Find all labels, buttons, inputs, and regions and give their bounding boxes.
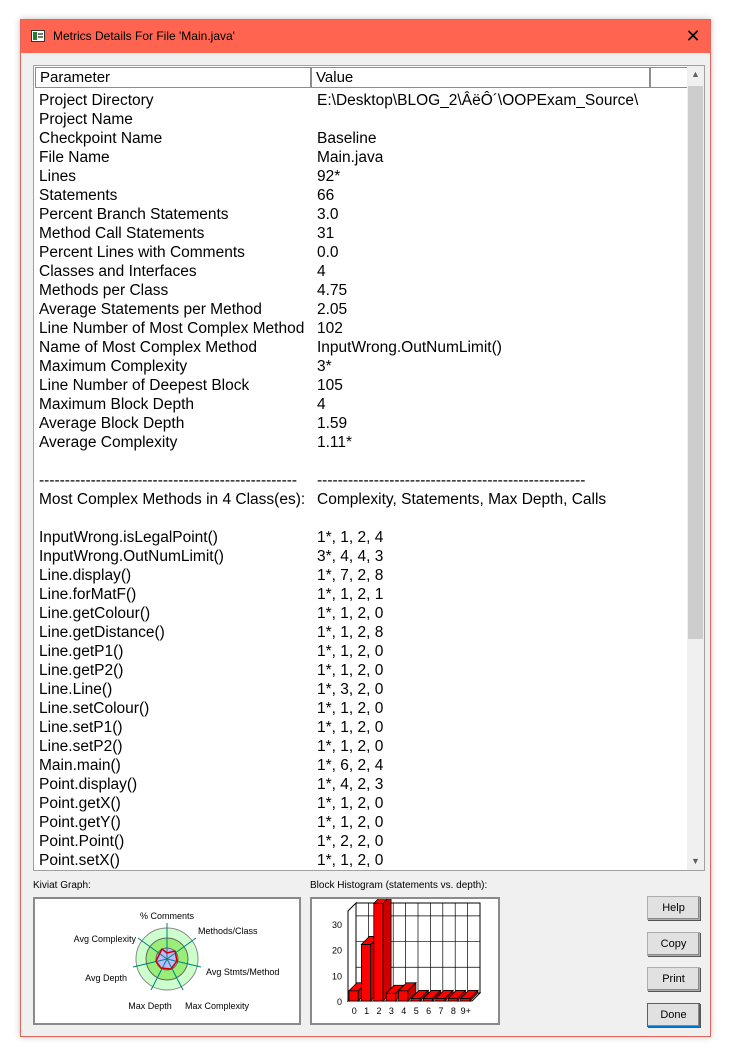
parameter-cell: Point.display() <box>39 776 138 793</box>
value-cell: 1*, 4, 2, 3 <box>317 776 384 793</box>
value-cell: 66 <box>317 187 335 204</box>
value-cell: 3*, 4, 4, 3 <box>317 548 384 565</box>
histogram-y-tick-label: 10 <box>331 971 342 982</box>
parameter-cell: Classes and Interfaces <box>39 263 197 280</box>
table-row[interactable] <box>38 738 684 757</box>
table-row[interactable] <box>38 586 684 605</box>
value-cell: 1*, 6, 2, 4 <box>317 757 384 774</box>
parameter-cell: Line.getColour() <box>39 605 151 622</box>
parameter-cell: Line.forMatF() <box>39 586 137 603</box>
histogram-y-tick-label: 0 <box>336 997 342 1007</box>
table-row[interactable] <box>38 833 684 852</box>
parameter-cell: Average Statements per Method <box>39 301 262 318</box>
parameter-cell: Point.Point() <box>39 833 125 850</box>
kiviat-graph-label: Kiviat Graph: <box>33 880 91 891</box>
histogram-x-tick-label: 7 <box>438 1006 444 1016</box>
title-bar <box>21 20 710 53</box>
parameter-cell: Main.main() <box>39 757 121 774</box>
table-row[interactable] <box>38 377 684 396</box>
value-cell: 1*, 1, 2, 0 <box>317 814 384 831</box>
value-cell: 1*, 1, 2, 8 <box>317 624 384 641</box>
value-cell: Baseline <box>317 130 377 147</box>
table-row[interactable] <box>38 662 684 681</box>
table-row[interactable] <box>38 358 684 377</box>
table-row[interactable] <box>38 168 684 187</box>
kiviat-axis-label: Methods/Class <box>198 926 258 936</box>
value-cell: 2.05 <box>317 301 348 318</box>
parameter-cell: Statements <box>39 187 118 204</box>
parameter-cell: Line.setP1() <box>39 719 123 736</box>
table-row[interactable] <box>38 282 684 301</box>
table-row[interactable] <box>38 795 684 814</box>
value-cell: 1*, 1, 2, 0 <box>317 700 384 717</box>
print-button[interactable]: Print <box>647 967 700 991</box>
table-row[interactable] <box>38 681 684 700</box>
metrics-rows <box>38 92 684 871</box>
parameter-cell: Point.getY() <box>39 814 121 831</box>
column-header-value[interactable]: Value <box>311 67 650 88</box>
parameter-cell: Most Complex Methods in 4 Class(es): <box>39 491 306 508</box>
value-cell: 1.11* <box>317 434 353 451</box>
value-cell: ---------------------------------------------------- <box>317 472 586 489</box>
parameter-cell: Checkpoint Name <box>39 130 163 147</box>
parameter-cell: Average Complexity <box>39 434 178 451</box>
parameter-cell: Percent Branch Statements <box>39 206 229 223</box>
parameter-cell: -------------------------------------------------- <box>39 472 298 489</box>
app-icon <box>31 30 45 42</box>
histogram-x-tick-label: 6 <box>426 1006 432 1016</box>
value-cell: 1*, 1, 2, 0 <box>317 605 384 622</box>
value-cell: 1*, 1, 2, 0 <box>317 795 384 812</box>
table-row[interactable] <box>38 396 684 415</box>
parameter-cell: Lines <box>39 168 77 185</box>
kiviat-svg <box>35 899 299 1023</box>
parameter-cell: Percent Lines with Comments <box>39 244 245 261</box>
table-row[interactable] <box>38 187 684 206</box>
table-row[interactable] <box>38 757 684 776</box>
table-row[interactable] <box>38 776 684 795</box>
parameter-cell: Line.getP1() <box>39 643 124 660</box>
table-row[interactable] <box>38 263 684 282</box>
kiviat-axis-label: % Comments <box>139 911 195 921</box>
value-cell: 1*, 1, 2, 0 <box>317 662 384 679</box>
help-button[interactable]: Help <box>647 896 700 920</box>
table-row[interactable] <box>38 130 684 149</box>
table-row[interactable] <box>38 510 684 529</box>
parameter-cell: Line Number of Deepest Block <box>39 377 250 394</box>
parameter-cell: Project Name <box>39 111 133 128</box>
histogram-x-tick-label: 1 <box>364 1006 370 1016</box>
value-cell: E:\Desktop\BLOG_2\ÂëÔ´\OOPExam_Source\ <box>317 92 639 109</box>
column-header-parameter[interactable]: Parameter <box>35 67 311 88</box>
value-cell: 102 <box>317 320 343 337</box>
histogram-y-tick-label: 20 <box>331 945 342 956</box>
table-row[interactable] <box>38 453 684 472</box>
kiviat-graph <box>33 897 301 1025</box>
value-cell: 1*, 1, 2, 0 <box>317 852 384 869</box>
histogram-x-tick-label: 4 <box>401 1006 407 1016</box>
table-row[interactable] <box>38 491 684 510</box>
value-cell: InputWrong.OutNumLimit() <box>317 339 502 356</box>
kiviat-axis-label: Avg Complexity <box>73 934 136 944</box>
value-cell: 31 <box>317 225 335 242</box>
table-row[interactable] <box>38 548 684 567</box>
parameter-cell: Method Call Statements <box>39 225 205 242</box>
value-cell: 92* <box>317 168 341 185</box>
parameter-cell: Line.setP2() <box>39 738 123 755</box>
parameter-cell: InputWrong.isLegalPoint() <box>39 529 218 546</box>
table-row[interactable] <box>38 852 684 871</box>
table-row[interactable] <box>38 434 684 453</box>
table-row[interactable] <box>38 624 684 643</box>
table-row[interactable] <box>38 529 684 548</box>
table-row[interactable] <box>38 149 684 168</box>
vertical-scrollbar[interactable] <box>687 66 704 870</box>
table-row[interactable] <box>38 225 684 244</box>
table-row[interactable] <box>38 605 684 624</box>
table-row[interactable] <box>38 301 684 320</box>
value-cell: 1*, 1, 2, 4 <box>317 529 384 546</box>
table-row[interactable] <box>38 643 684 662</box>
value-cell: 0.0 <box>317 244 339 261</box>
scroll-thumb[interactable] <box>688 86 703 639</box>
histogram-svg <box>312 899 498 1023</box>
parameter-cell: Average Block Depth <box>39 415 185 432</box>
table-row[interactable] <box>38 111 684 130</box>
value-cell: 4 <box>317 396 326 413</box>
table-row[interactable] <box>38 814 684 833</box>
parameter-cell: InputWrong.OutNumLimit() <box>39 548 224 565</box>
metrics-details-window <box>20 19 711 1037</box>
table-row[interactable] <box>38 339 684 358</box>
table-row[interactable] <box>38 719 684 738</box>
histogram-y-tick-label: 30 <box>331 919 342 930</box>
value-cell: 1*, 1, 2, 1 <box>317 586 384 603</box>
column-header-blank <box>650 67 689 88</box>
close-button[interactable]: ✕ <box>685 26 701 46</box>
value-cell: 3.0 <box>317 206 339 223</box>
kiviat-axis-label: Max Depth <box>128 1001 172 1011</box>
histogram-bar <box>374 899 391 1001</box>
kiviat-axis-label: Avg Stmts/Method <box>206 967 280 977</box>
parameter-cell: Name of Most Complex Method <box>39 339 257 356</box>
table-row[interactable] <box>38 206 684 225</box>
table-row[interactable] <box>38 320 684 339</box>
parameter-cell: Methods per Class <box>39 282 169 299</box>
table-row[interactable] <box>38 567 684 586</box>
table-row[interactable] <box>38 92 684 111</box>
parameter-cell: Line.getP2() <box>39 662 124 679</box>
histogram-x-tick-label: 2 <box>376 1006 382 1016</box>
value-cell: 1*, 2, 2, 0 <box>317 833 384 850</box>
parameter-cell: Line.setColour() <box>39 700 150 717</box>
parameter-cell: File Name <box>39 149 110 166</box>
value-cell: 4 <box>317 263 326 280</box>
metrics-list[interactable] <box>33 65 705 871</box>
scroll-up-arrow-icon[interactable]: ▲ <box>691 69 700 79</box>
value-cell: 1*, 7, 2, 8 <box>317 567 384 584</box>
done-button[interactable]: Done <box>647 1003 700 1027</box>
histogram-x-tick-label: 5 <box>413 1006 419 1016</box>
parameter-cell: Maximum Block Depth <box>39 396 195 413</box>
histogram-x-tick-label: 0 <box>351 1006 357 1016</box>
histogram-x-tick-label: 8 <box>450 1006 456 1016</box>
parameter-cell: Line.display() <box>39 567 132 584</box>
histogram-x-tick-label: 9+ <box>460 1006 471 1016</box>
scroll-down-arrow-icon[interactable]: ▼ <box>691 856 700 866</box>
value-cell: Complexity, Statements, Max Depth, Calls <box>317 491 607 508</box>
value-cell: 4.75 <box>317 282 348 299</box>
parameter-cell: Project Directory <box>39 92 154 109</box>
value-cell: 3* <box>317 358 332 375</box>
value-cell: 1*, 3, 2, 0 <box>317 681 384 698</box>
copy-button[interactable]: Copy <box>647 932 700 956</box>
value-cell: 105 <box>317 377 343 394</box>
parameter-cell: Maximum Complexity <box>39 358 188 375</box>
parameter-cell: Line.getDistance() <box>39 624 165 641</box>
kiviat-axis-label: Avg Depth <box>85 973 127 983</box>
window-title: Metrics Details For File 'Main.java' <box>53 29 235 43</box>
kiviat-axis-label: Max Complexity <box>185 1001 250 1011</box>
value-cell: 1*, 1, 2, 0 <box>317 643 384 660</box>
histogram-x-tick-label: 3 <box>388 1006 394 1016</box>
table-row[interactable] <box>38 472 684 491</box>
parameter-cell: Point.getX() <box>39 795 121 812</box>
parameter-cell: Point.setX() <box>39 852 120 869</box>
table-row[interactable] <box>38 700 684 719</box>
value-cell: 1*, 1, 2, 0 <box>317 719 384 736</box>
parameter-cell: Line.Line() <box>39 681 113 698</box>
block-histogram <box>310 897 500 1025</box>
parameter-cell: Line Number of Most Complex Method <box>39 320 305 337</box>
value-cell: 1.59 <box>317 415 348 432</box>
table-row[interactable] <box>38 244 684 263</box>
value-cell: 1*, 1, 2, 0 <box>317 738 384 755</box>
table-row[interactable] <box>38 415 684 434</box>
block-histogram-label: Block Histogram (statements vs. depth): <box>310 880 488 891</box>
value-cell: Main.java <box>317 149 384 166</box>
